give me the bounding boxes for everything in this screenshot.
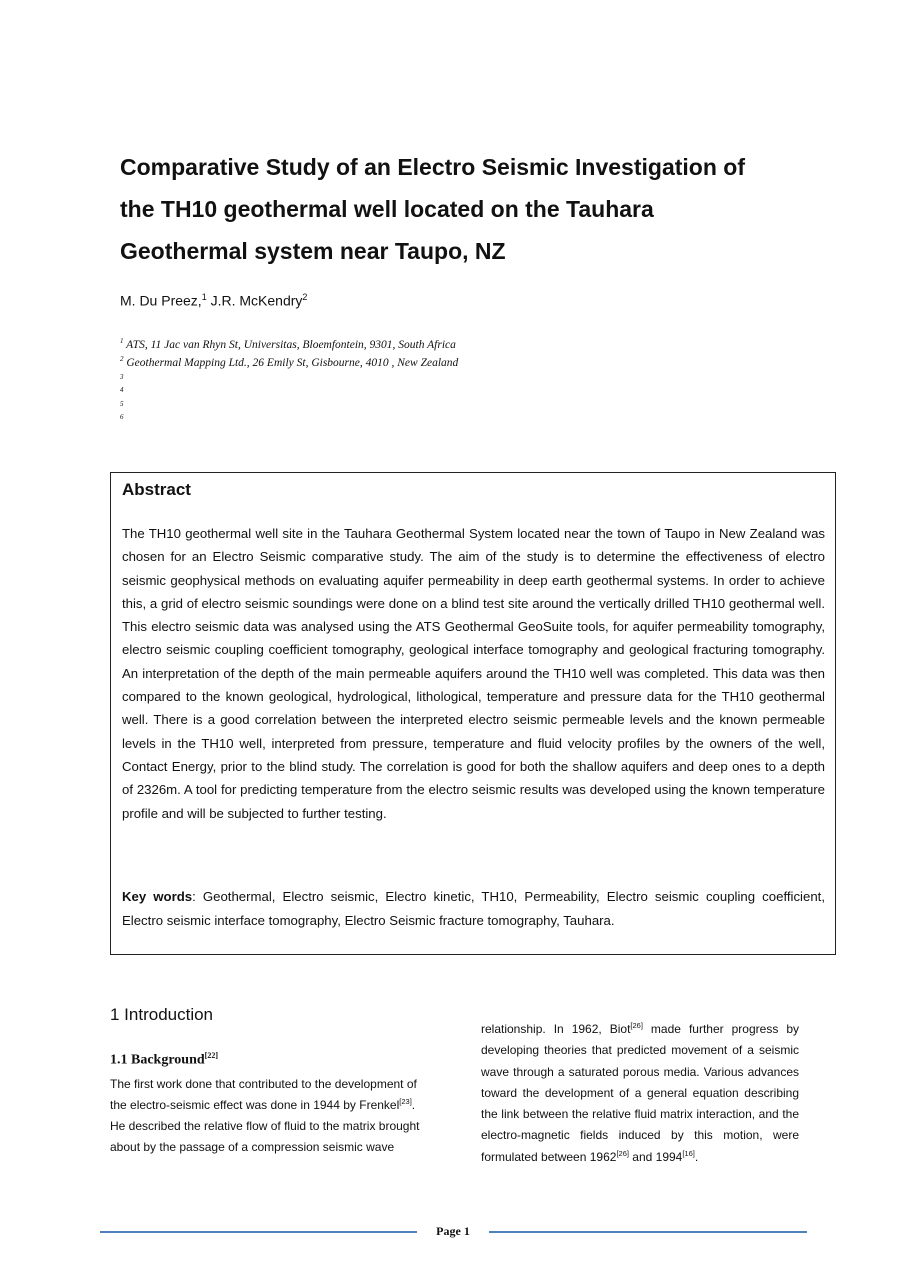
paragraph-text: The first work done that contributed to the development of the electro-seismic effect was done in 1944 by Frenkel <box>110 1077 417 1112</box>
subsection-title: 1.1 Background <box>110 1052 205 1068</box>
paragraph-text: relationship. In 1962, Biot <box>481 1022 631 1036</box>
title-line: Comparative Study of an Electro Seismic Investigation of <box>120 154 745 180</box>
affiliation-mark: 3 <box>120 372 124 381</box>
affiliation-mark: 1 <box>201 292 207 302</box>
section-heading-introduction: 1 Introduction <box>110 1005 214 1024</box>
citation-ref: [16] <box>682 1148 695 1158</box>
affiliation-line <box>120 352 458 370</box>
keywords-label: Key words <box>122 889 193 904</box>
keywords-list: : Geothermal, Electro seismic, Electro kinetic, TH10, Permeability, Electro seismic coupling coefficient, Electro seismic interface tomography, Electro Seismic fracture tomography, Tauhara. <box>122 889 825 928</box>
keywords <box>122 885 825 932</box>
affiliation-text: Geothermal Mapping Ltd., 26 Emily St, Gisbourne, 4010 , New Zealand <box>126 356 459 369</box>
affiliation-line <box>120 334 458 352</box>
affiliation-text: ATS, 11 Jac van Rhyn St, Universitas, Bloemfontein, 9301, South Africa <box>126 338 456 351</box>
affiliation-line <box>120 410 458 424</box>
paragraph-text: . He described the relative flow of fluid to the matrix brought about by the passage of a compression seismic wave <box>110 1098 420 1154</box>
affiliation-line <box>120 370 458 384</box>
intro-paragraph-left <box>110 1074 432 1158</box>
footer-rule <box>489 1231 807 1233</box>
affiliation-mark: 2 <box>302 292 308 302</box>
author-list <box>120 292 307 309</box>
abstract-box <box>110 472 836 955</box>
citation-ref: [26] <box>616 1148 629 1158</box>
author-name: M. Du Preez, <box>120 292 202 309</box>
abstract-heading: Abstract <box>122 480 191 499</box>
affiliation-list <box>120 334 458 424</box>
title-line: Geothermal system near Taupo, NZ <box>120 238 506 264</box>
paragraph-text: . <box>694 1149 699 1164</box>
citation-ref: [26] <box>630 1021 643 1030</box>
affiliation-mark: 5 <box>120 399 124 408</box>
affiliation-mark: 4 <box>120 386 124 395</box>
page-number: Page 1 <box>436 1224 470 1238</box>
paragraph-text: and 1994 <box>628 1149 683 1164</box>
paragraph-text: made further progress by developing theories that predicted movement of a seismic wave through a saturated porous media. Various advances toward the development of a general equation describing the link between the relative fluid matrix interaction, and the electro-magnetic fields induced by this motion, were formulated between 1962 <box>481 1022 799 1164</box>
citation-ref: [22] <box>204 1051 218 1060</box>
abstract-body: The TH10 geothermal well site in the Tauhara Geothermal System located near the town of Taupo in New Zealand was chosen for an Electro Seismic comparative study. The aim of the study is to determine the effectiveness of electro seismic geophysical methods on evaluating aquifer permeability in deep earth geothermal systems. In order to achieve this, a grid of electro seismic soundings were done on a blind test site around the vertically drilled TH10 geothermal well. This electro seismic data was analysed using the ATS Geothermal GeoSuite tools, for aquifer permeability tomography, electro seismic coupling coefficient tomography, geological interface tomography and geological fracturing tomography. An interpretation of the depth of the main permeable aquifers around the TH10 well was completed. This data was then compared to the known geological, hydrological, lithological, temperature and pressure data for the TH10 geothermal well. There is a good correlation between the interpreted electro seismic permeable levels and the known permeable levels in the TH10 well, interpreted from pressure, temperature and fluid velocity profiles by the owners of the well, Contact Energy, prior to the blind study. The correlation is good for both the shallow aquifers and deep ones to a depth of 2326m. A tool for predicting temperature from the electro seismic results was developed using the known temperature profile and will be subjected to further testing. <box>122 526 825 821</box>
intro-paragraph-right <box>481 1019 799 1168</box>
footer-rule <box>100 1231 417 1233</box>
affiliation-line <box>120 397 458 411</box>
affiliation-mark: 6 <box>120 413 124 422</box>
paper-title <box>120 146 820 272</box>
affiliation-mark: 2 <box>120 354 124 363</box>
subsection-heading-background <box>110 1051 218 1069</box>
citation-ref: [23] <box>399 1097 412 1106</box>
title-line: the TH10 geothermal well located on the Tauhara <box>120 196 654 222</box>
affiliation-mark: 1 <box>120 337 124 345</box>
author-name: J.R. McKendry <box>206 292 303 309</box>
affiliation-line <box>120 383 458 397</box>
